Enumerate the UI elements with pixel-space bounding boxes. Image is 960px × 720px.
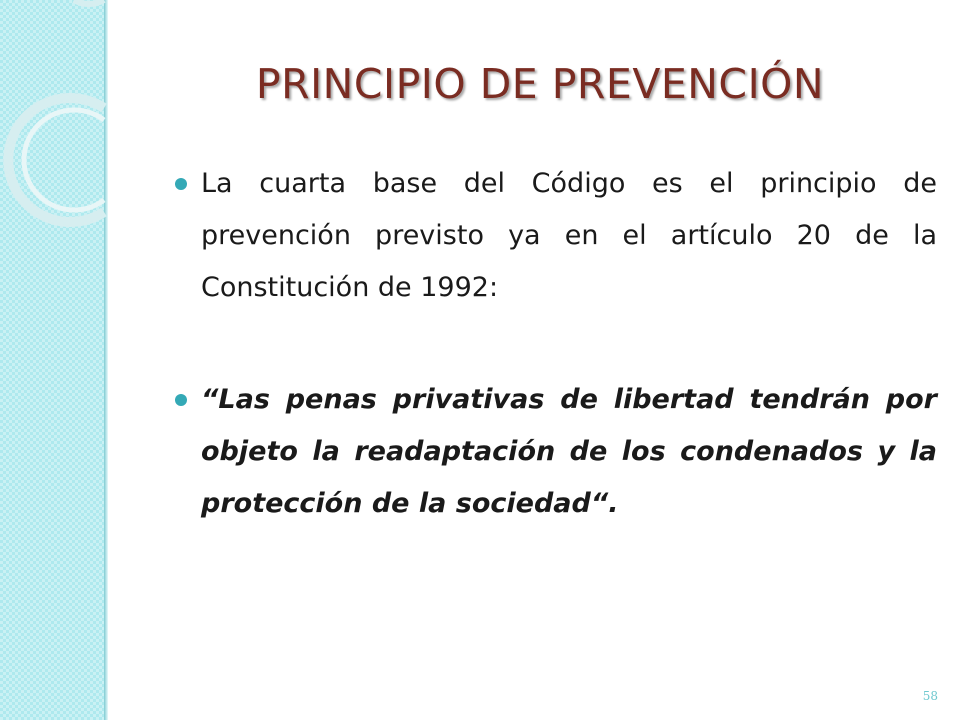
top-ring-arc — [74, 0, 104, 4]
bullet-dot-icon — [175, 178, 187, 190]
page-number: 58 — [922, 689, 938, 703]
slide-title: PRINCIPIO DE PREVENCIÓN — [255, 60, 825, 108]
decorative-rings-graphic — [0, 0, 140, 720]
bullet-quote-text: “Las penas privativas de libertad tendrán por objeto la readaptación de los condenados y la protección de la sociedad“. — [201, 384, 937, 519]
bullet-text-1: La cuarta base del Código es el principio de prevención previsto ya en el artículo 20 de la Constitución de 1992: — [201, 168, 937, 303]
bullet-item-1 — [175, 158, 937, 314]
inner-ring-arc — [24, 110, 104, 210]
bullet-dot-icon — [175, 394, 187, 406]
bullet-item-2 — [175, 374, 937, 530]
bullet-list — [175, 158, 937, 530]
